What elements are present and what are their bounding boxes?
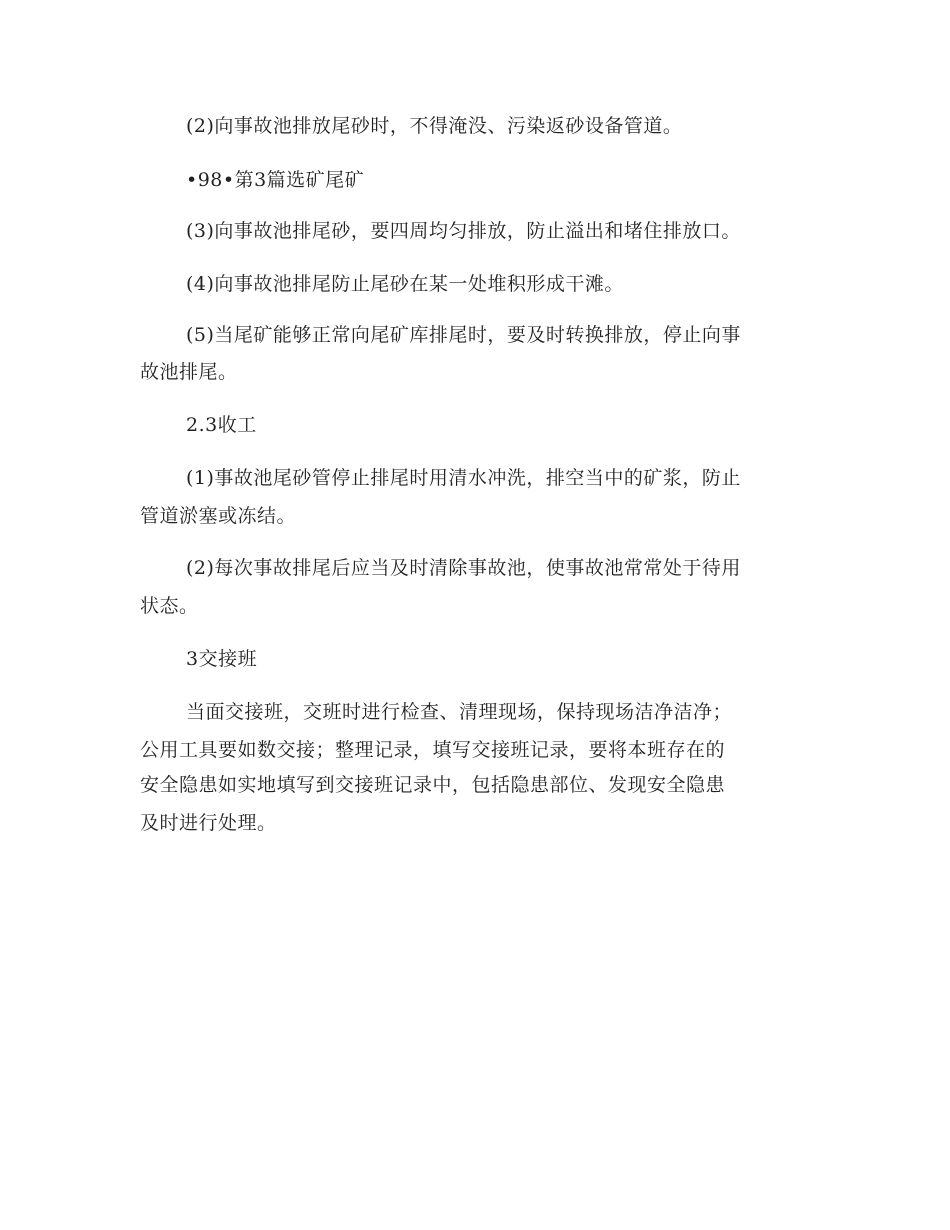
paragraph-line: (2)向事故池排放尾砂时，不得淹没、污染返砂设备管道。 xyxy=(186,115,683,137)
section-heading: 2.3收工 xyxy=(186,414,257,436)
paragraph-line: (2)每次事故排尾后应当及时清除事故池，使事故池常常处于待用 xyxy=(186,557,741,579)
paragraph-line: 状态。 xyxy=(140,595,199,617)
page-header-line: •98•第3篇选矿尾矿 xyxy=(186,169,365,191)
paragraph-line: (5)当尾矿能够正常向尾矿库排尾时，要及时转换排放，停止向事 xyxy=(186,324,741,346)
section-heading: 3交接班 xyxy=(186,648,258,670)
paragraph-line: (3)向事故池排尾砂，要四周均匀排放，防止溢出和堵住排放口。 xyxy=(186,220,741,242)
paragraph-line: 及时进行处理。 xyxy=(140,812,277,834)
paragraph-line: 安全隐患如实地填写到交接班记录中，包括隐患部位、发现安全隐患 xyxy=(140,774,726,796)
paragraph-line: 故池排尾。 xyxy=(140,361,238,383)
paragraph-line: 当面交接班，交班时进行检查、清理现场，保持现场洁净洁净； xyxy=(186,701,733,723)
paragraph-line: 管道淤塞或冻结。 xyxy=(140,505,297,527)
paragraph-line: 公用工具要如数交接；整理记录，填写交接班记录，要将本班存在的 xyxy=(140,739,726,761)
paragraph-line: (1)事故池尾砂管停止排尾时用清水冲洗，排空当中的矿浆，防止 xyxy=(186,467,741,489)
paragraph-line: (4)向事故池排尾防止尾砂在某一处堆积形成干滩。 xyxy=(186,273,624,295)
